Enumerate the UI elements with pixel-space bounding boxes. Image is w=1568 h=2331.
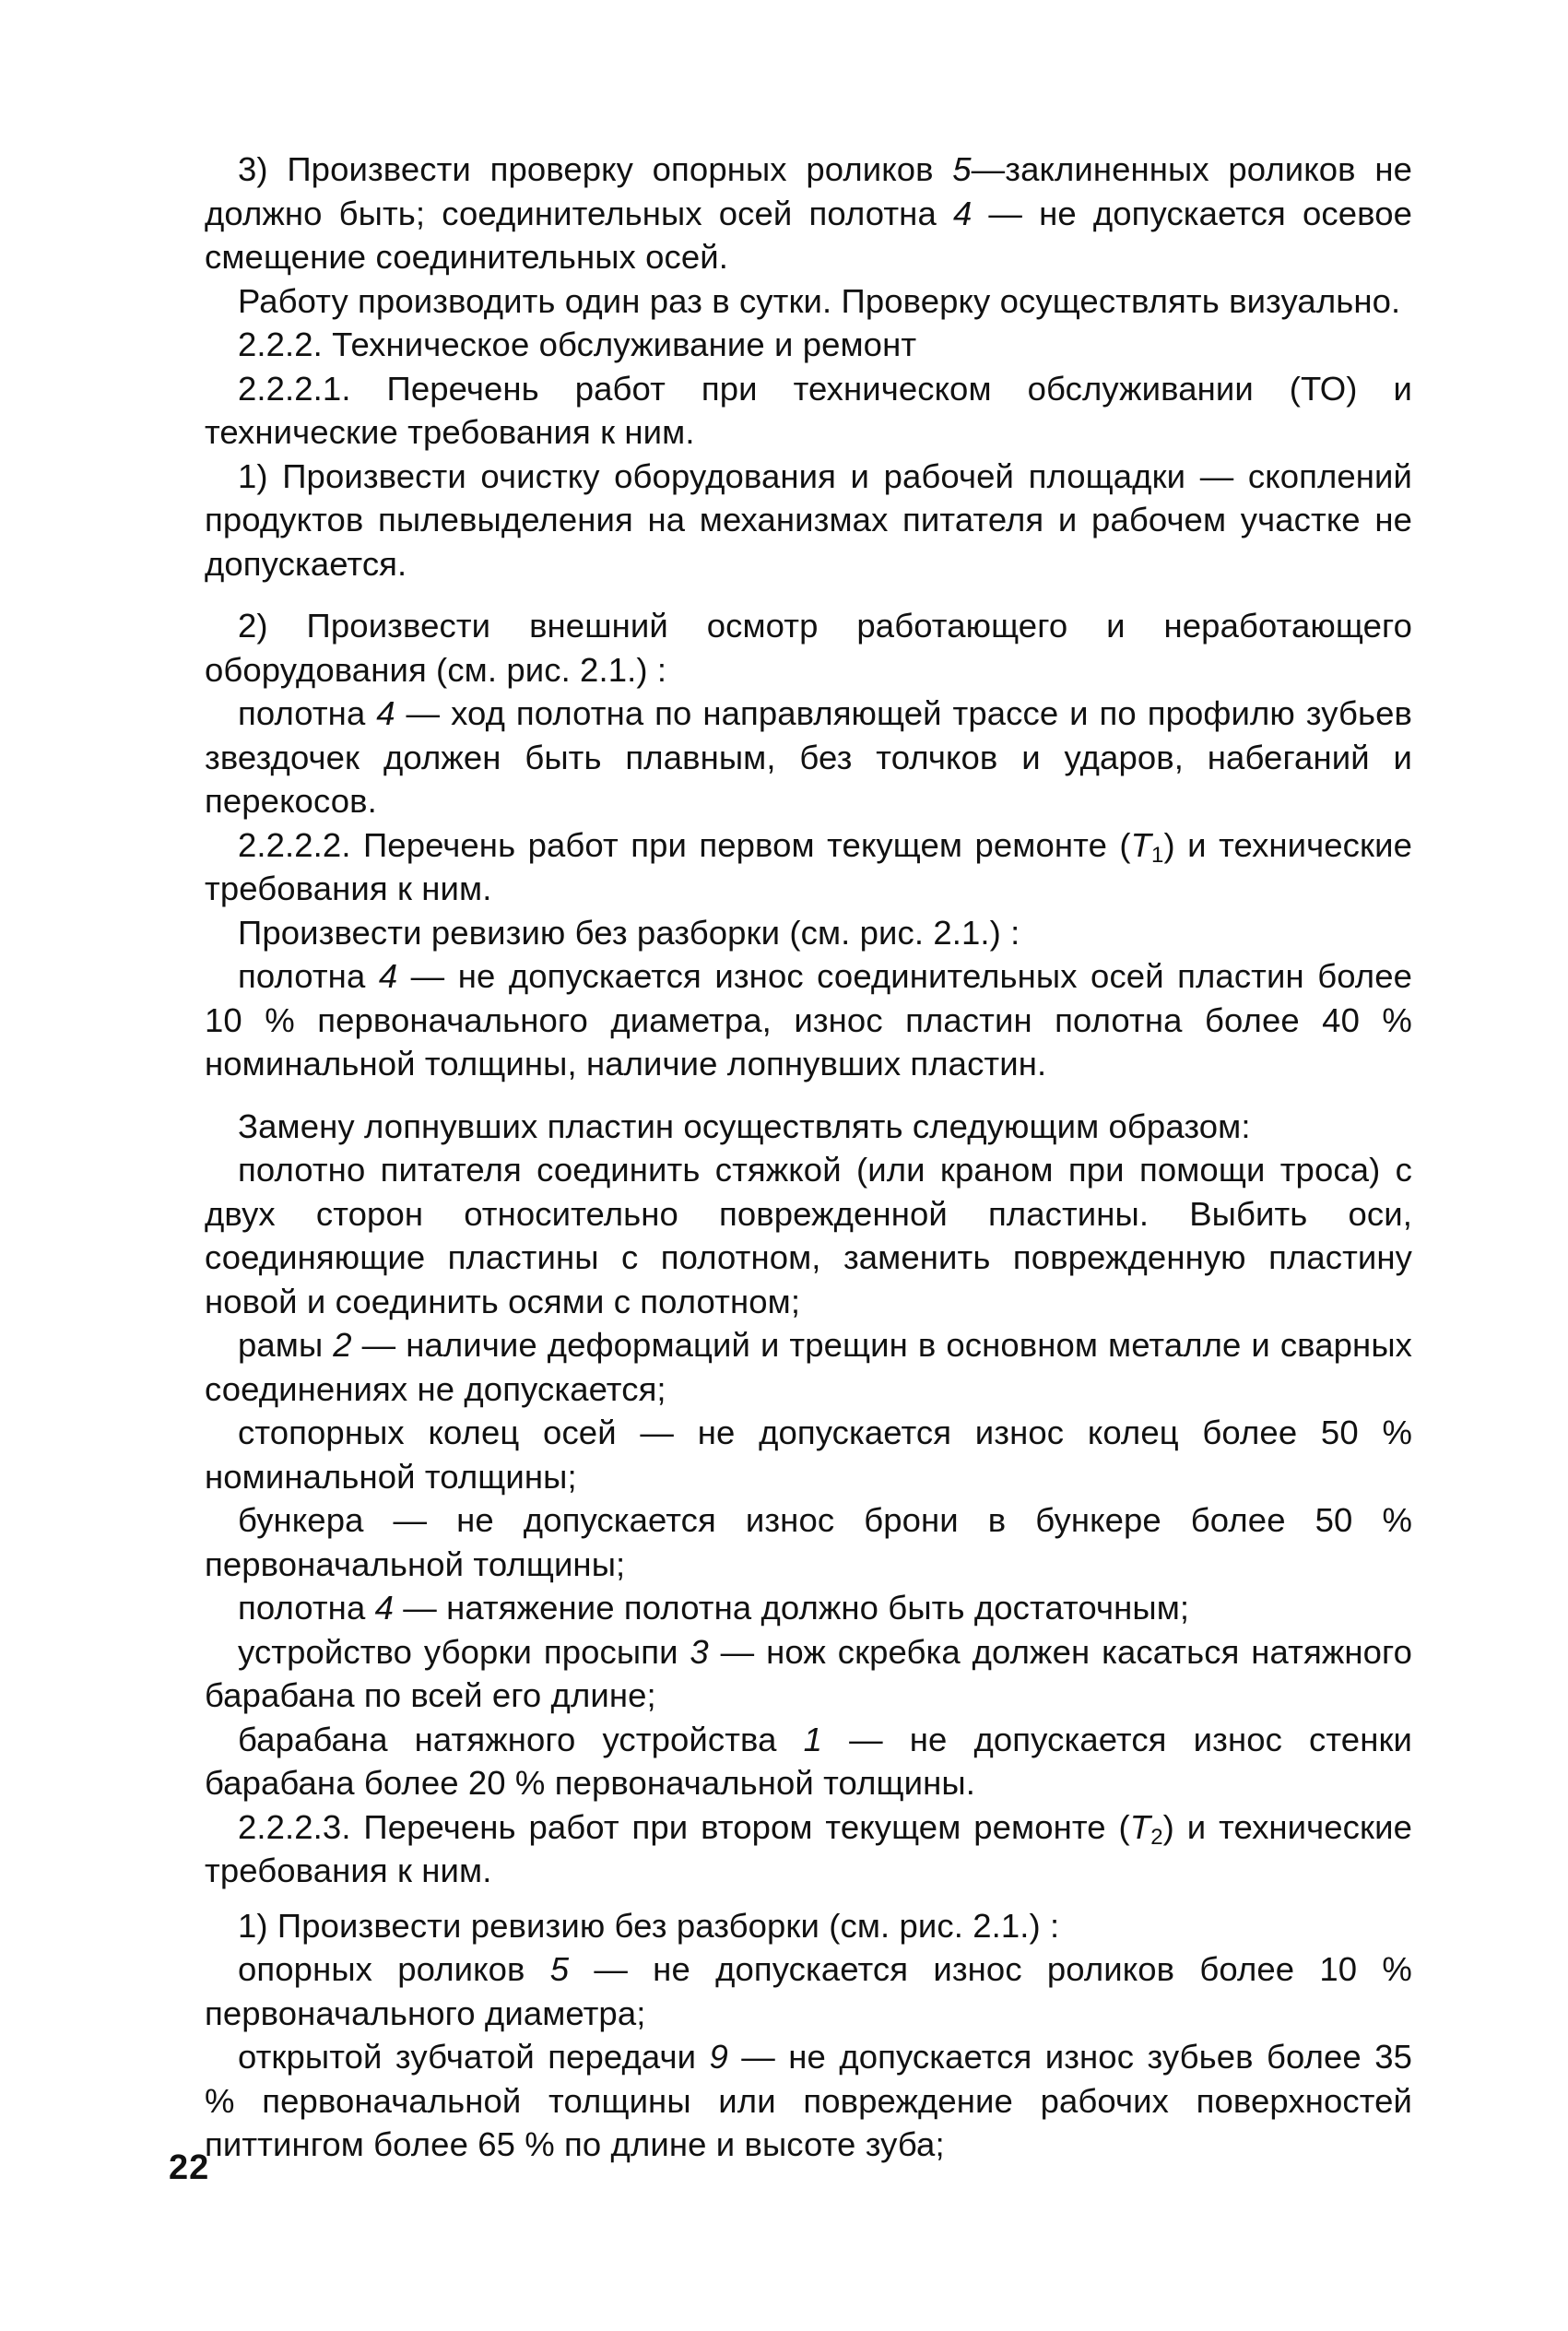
text-segment: — ход полотна по направляющей трассе и по профилю зубьев звездочек должен быть плавным, без толчков и ударов, набеганий и перекосов. [205,694,1412,820]
text-segment: — не допускается износ соединительных осей пластин более 10 % первоначального диаметра, износ пластин полотна более 40 % номинальной толщины, наличие лопнувших пластин. [205,957,1412,1083]
italic-reference: Т [1130,825,1152,864]
italic-reference: 5 [952,150,972,188]
text-segment: — не допускается износ стенки барабана более 20 % первоначальной толщины. [205,1720,1413,1802]
text-segment: 2.2.2.1. Перечень работ при техническом обслуживании (ТО) и технические требования к ним. [205,369,1412,451]
subscript: 2 [1150,1824,1163,1850]
paragraph-p22 [205,2035,1412,2167]
paragraph-p01 [205,148,1412,279]
text-segment: стопорных колец осей — не допускается износ колец более 50 % номинальной толщины; [205,1414,1412,1496]
text-segment: 1) Произвести ревизию без разборки (см. рис. 2.1.) : [238,1906,1060,1945]
paragraph-p16 [205,1586,1412,1630]
text-segment: барабана натяжного устройства [238,1720,804,1758]
italic-reference: 4 [376,694,395,732]
text-segment: опорных роликов [238,1950,550,1988]
paragraph-p19 [205,1805,1412,1893]
paragraph-p09 [205,911,1412,955]
italic-reference: 4 [378,957,398,995]
text-segment: рамы [238,1326,334,1364]
text-segment: 2) Произвести внешний осмотр работающего и неработающего оборудования (см. рис. 2.1.) : [205,607,1412,689]
paragraph-p07 [205,692,1412,823]
italic-reference: 5 [549,1950,570,1988]
text-segment: ) и технические требования к ним. [205,1807,1412,1889]
text-segment: полотна [238,957,379,995]
text-segment: 2.2.2.3. Перечень работ при втором текущем ремонте ( [238,1807,1130,1846]
text-segment: бункера — не допускается износ брони в бункере более 50 % первоначальной толщины; [205,1501,1412,1583]
paragraph-p13 [205,1323,1412,1411]
paragraph-p17 [205,1630,1412,1718]
italic-reference: 3 [690,1632,709,1671]
text-segment: — наличие деформаций и трещин в основном металле и сварных соединениях не допускается; [205,1326,1412,1408]
text-segment: — нож скребка должен касаться натяжного барабана по всей его длине; [205,1632,1413,1714]
paragraph-p20 [205,1904,1412,1948]
text-segment: Произвести ревизию без разборки (см. рис. 2.1.) : [238,913,1020,952]
text-segment: Работу производить один раз в сутки. Проверку осуществлять визуально. [238,281,1401,320]
text-segment: 3) Произвести проверку опорных роликов [238,150,953,188]
text-segment: 2.2.2. Техническое обслуживание и ремонт [238,325,917,363]
paragraph-p12 [205,1148,1412,1323]
italic-reference: 4 [952,194,973,232]
paragraph-p05 [205,455,1412,586]
text-segment: 1) Произвести очистку оборудования и рабочей площадки — скоплений продуктов пылевыделения на механизмах питателя и рабочем участке не допускается. [205,456,1412,583]
paragraph-p18 [205,1718,1412,1805]
text-segment: ) и технические требования к ним. [205,825,1412,907]
italic-reference: Т [1129,1807,1151,1846]
text-segment: — не допускается износ роликов более 10 % первоначального диаметра; [205,1950,1412,2032]
paragraph-p21 [205,1947,1412,2035]
paragraph-p06 [205,604,1412,692]
italic-reference: 1 [803,1720,823,1758]
text-segment: —заклиненных роликов не должно быть; соединительных осей полотна [205,150,1412,232]
subscript: 1 [1151,842,1164,868]
text-segment: — не допускается износ зубьев более 35 % первоначальной толщины или повреждение рабочих поверхностей питтингом более 65 % по длине и высоте зуба; [205,2038,1412,2163]
text-segment: 2.2.2.2. Перечень работ при первом текущем ремонте ( [238,825,1131,864]
text-segment: — не допускается осевое смещение соединительных осей. [205,194,1413,276]
page-number: 22 [169,2148,210,2187]
paragraph-p04 [205,367,1412,455]
text-segment: — натяжение полотна должно быть достаточным; [394,1589,1190,1627]
paragraph-p10 [205,954,1412,1086]
text-segment: открытой зубчатой передачи [238,2038,710,2076]
paragraph-p03 [205,323,1412,367]
text-segment: полотна [238,694,377,732]
paragraph-p11 [205,1105,1412,1149]
italic-reference: 2 [333,1326,352,1364]
text-segment: устройство уборки просыпи [238,1632,690,1671]
body-text [205,148,1412,2167]
italic-reference: 4 [374,1589,394,1627]
text-segment: полотна [238,1589,375,1627]
text-segment: полотно питателя соединить стяжкой (или краном при помощи троса) с двух сторон относительно поврежденной пластины. Выбить оси, соединяющие пластины с полотном, заменить поврежденную пластину новой и соединить осями с полотном; [205,1151,1412,1320]
paragraph-p14 [205,1411,1412,1498]
paragraph-p02 [205,279,1412,324]
paragraph-p15 [205,1498,1412,1586]
text-segment: Замену лопнувших пластин осуществлять следующим образом: [238,1106,1251,1145]
italic-reference: 9 [709,2038,728,2076]
paragraph-p08 [205,823,1412,911]
